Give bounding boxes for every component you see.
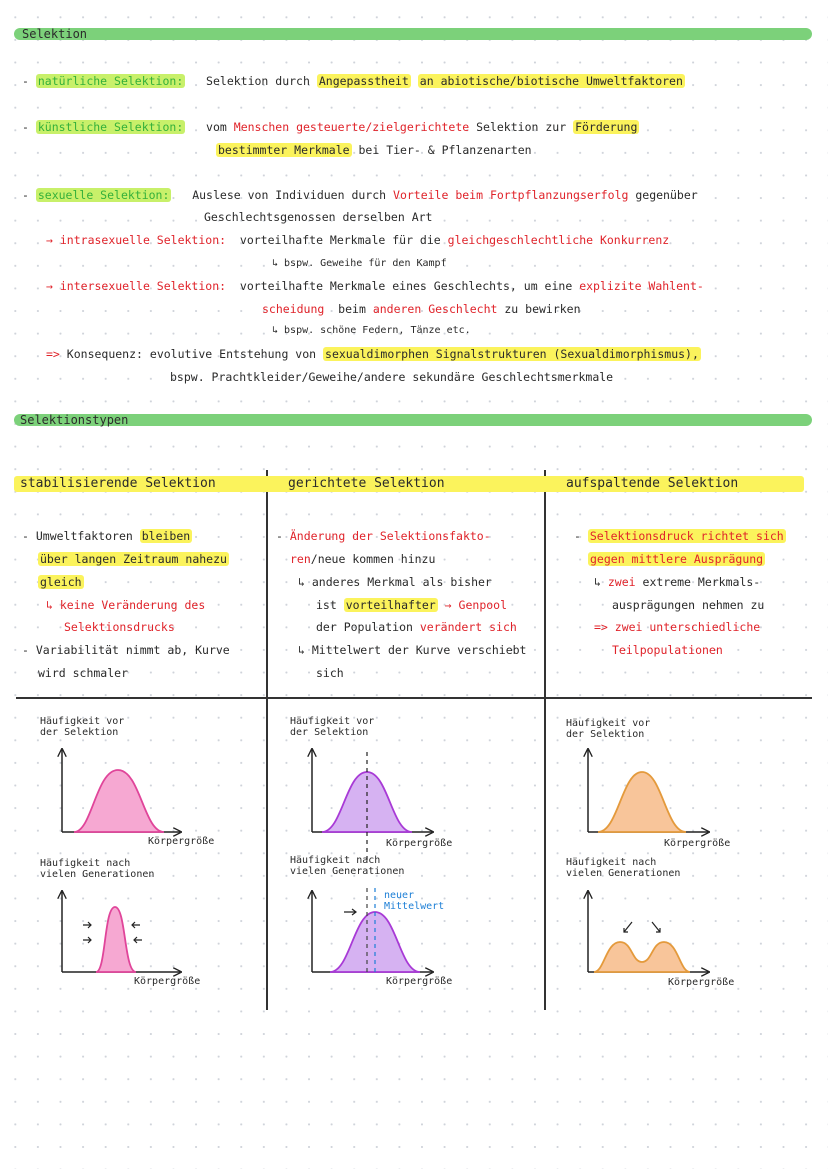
col2-line1: - Änderung der Selektionsfakto- <box>276 529 491 543</box>
g3-ylabel-before-1: Häufigkeit vor <box>566 718 651 729</box>
inter-text3: zu bewirken <box>504 302 581 316</box>
graph-stabilisierend-before <box>62 750 180 832</box>
natuerliche-selektion-term: natürliche Selektion: <box>37 74 184 88</box>
curve-stabilisierend-before <box>74 770 164 832</box>
curve-aufspaltend-after <box>594 942 690 972</box>
curve-gerichtet-after <box>330 912 420 972</box>
intrasexuelle-row <box>46 233 669 247</box>
kuenstliche-selektion-term: künstliche Selektion: <box>37 120 184 134</box>
inter-red3: anderen Geschlecht <box>372 302 498 316</box>
col-title-gerichtet: gerichtete Selektion <box>288 476 445 491</box>
g3-ylabel-before-2: der Selektion <box>566 729 645 740</box>
inter-red2: scheidung <box>262 302 325 316</box>
col3-line6: Teilpopulationen <box>612 643 723 657</box>
kuenstliche-line2b: bei Tier- & Pflanzenarten <box>358 143 532 157</box>
natuerliche-text2: an abiotische/biotische Umweltfaktoren <box>419 74 683 88</box>
g3-ylabel-after-1: Häufigkeit nach <box>566 857 657 868</box>
col3-line2: gegen mittlere Ausprägung <box>590 552 764 566</box>
kons-text: evolutive Entstehung von <box>149 347 317 361</box>
sexuelle-text2: gegenüber <box>635 188 698 202</box>
kons-line2: bspw. Prachtkleider/Geweihe/andere sekundäre Geschlechtsmerkmale <box>170 370 614 384</box>
col2-line3: ↳ anderes Merkmal als bisher <box>298 575 492 589</box>
sexuelle-selektion-term: sexuelle Selektion: <box>37 188 170 202</box>
kuenstliche-text1: vom <box>206 120 227 134</box>
col1-line2: über langen Zeitraum nahezu <box>40 552 227 566</box>
kuenstliche-hl: Förderung <box>575 120 638 134</box>
g1-ylabel-before-2: der Selektion <box>40 727 119 738</box>
intra-red: gleichgeschlechtliche Konkurrenz <box>447 233 670 247</box>
g2-neuer-mittelwert-2: Mittelwert <box>384 901 445 912</box>
kuenstliche-selektion-row: - künstliche Selektion: vom Menschen gesteuerte/zielgerichtete Selektion zur Förderung <box>22 120 638 134</box>
intra-term: intrasexuelle Selektion: <box>59 233 227 247</box>
g3-ylabel-after-2: vielen Generationen <box>566 868 681 879</box>
col-divider-1 <box>266 470 268 1010</box>
graph-aufspaltend-after <box>588 892 708 972</box>
inter-line2 <box>262 302 581 316</box>
col3-line1: - Selektionsdruck richtet sich <box>574 529 784 543</box>
sexuelle-text1: Auslese von Individuen durch <box>192 188 387 202</box>
g1-xlabel-before: Körpergröße <box>148 836 215 847</box>
intra-example: ↳ bspw. Geweihe für den Kampf <box>272 258 447 269</box>
g2-ylabel-after-1: Häufigkeit nach <box>290 855 381 866</box>
sexuelle-selektion-row: - sexuelle Selektion: Auslese von Individuen durch Vorteile beim Fortpflanzungserfolg gegenüber <box>22 188 698 202</box>
inter-example: ↳ bspw. schöne Federn, Tänze etc. <box>272 325 471 336</box>
col-divider-2 <box>544 470 546 1010</box>
g1-ylabel-after-1: Häufigkeit nach <box>40 858 131 869</box>
kuenstliche-text2: Selektion zur <box>476 120 567 134</box>
shift-arrow <box>344 909 356 915</box>
section-title-selektionstypen: Selektionstypen <box>20 413 129 427</box>
split-arrow-right <box>652 922 660 932</box>
sexuelle-line2: Geschlechtsgenossen derselben Art <box>204 210 433 224</box>
col1-line4: ↳ keine Veränderung des <box>46 598 206 612</box>
col1-line6: - Variabilität nimmt ab, Kurve <box>22 643 230 657</box>
col3-line4: ausprägungen nehmen zu <box>612 598 765 612</box>
g2-xlabel-before: Körpergröße <box>386 838 453 849</box>
arrow-left-1 <box>83 922 91 928</box>
curve-stabilisierend-after <box>96 907 136 972</box>
sexuelle-red1: Vorteile beim Fortpflanzungserfolg <box>393 188 629 202</box>
col-title-aufspaltend: aufspaltende Selektion <box>566 476 739 491</box>
col3-line5: => zwei unterschiedliche <box>594 620 761 634</box>
col-title-stabilisierend: stabilisierende Selektion <box>20 476 216 491</box>
g1-ylabel-before-1: Häufigkeit vor <box>40 716 125 727</box>
section-bar-selektion <box>14 28 812 40</box>
natuerliche-text1: Selektion durch <box>206 74 310 88</box>
col1-line5: Selektionsdrucks <box>64 620 175 634</box>
konsequenz-row <box>46 347 701 361</box>
g2-ylabel-before-1: Häufigkeit vor <box>290 716 375 727</box>
col2-line7: sich <box>316 666 344 680</box>
col1-line1: - Umweltfaktoren bleiben <box>22 529 191 543</box>
section-bar-selektionstypen <box>14 414 812 426</box>
inter-text: vorteilhafte Merkmale eines Geschlechts, um eine <box>239 279 573 293</box>
intra-arrow: → <box>46 233 53 247</box>
intersexuelle-row <box>46 279 704 293</box>
inter-term: intersexuelle Selektion: <box>59 279 227 293</box>
table-divider <box>16 697 812 699</box>
natuerliche-hl: Angepasstheit <box>318 74 409 88</box>
col1-line3: gleich <box>40 575 82 589</box>
col3-line3: ↳ zwei extreme Merkmals- <box>594 575 761 589</box>
arrow-right-2 <box>134 937 142 943</box>
col2-line5: der Population verändert sich <box>316 620 517 634</box>
section-title-selektion: Selektion <box>22 27 88 41</box>
col1-line7: wird schmaler <box>38 666 129 680</box>
kons-term: Konsequenz: <box>66 347 143 361</box>
graph-aufspaltend-before <box>588 750 708 832</box>
curve-gerichtet-before <box>322 772 412 832</box>
split-arrow-left <box>624 922 632 932</box>
g2-ylabel-after-2: vielen Generationen <box>290 866 405 877</box>
kons-hl: sexualdimorphen Signalstrukturen (Sexualdimorphismus), <box>325 347 699 361</box>
inter-text2: beim <box>338 302 366 316</box>
col2-line6: ↳ Mittelwert der Kurve verschiebt <box>298 643 527 657</box>
arrow-left-2 <box>83 937 91 943</box>
g2-xlabel-after: Körpergröße <box>386 976 453 987</box>
natuerliche-selektion-row: - natürliche Selektion: Selektion durch Angepasstheit an abiotische/biotische Umweltfaktoren <box>22 74 683 88</box>
col2-line4: ist vorteilhafter → Genpool <box>316 598 508 612</box>
inter-arrow: → <box>46 279 53 293</box>
g2-neuer-mittelwert-1: neuer <box>384 890 415 901</box>
col2-line2: ren/neue kommen hinzu <box>290 552 436 566</box>
inter-red1: explizite Wahlent- <box>579 279 704 293</box>
kuenstliche-red1: Menschen gesteuerte/zielgerichtete <box>233 120 470 134</box>
graph-stabilisierend-after <box>62 892 180 972</box>
curve-aufspaltend-before <box>598 772 686 832</box>
g1-ylabel-after-2: vielen Generationen <box>40 869 155 880</box>
arrow-right-1 <box>132 922 140 928</box>
intra-text: vorteilhafte Merkmale für die <box>239 233 441 247</box>
g1-xlabel-after: Körpergröße <box>134 976 201 987</box>
g3-xlabel-before: Körpergröße <box>664 838 731 849</box>
kuenstliche-line2-hl: bestimmter Merkmale <box>218 143 350 157</box>
g2-ylabel-before-2: der Selektion <box>290 727 369 738</box>
kuenstliche-line2 <box>216 143 532 157</box>
g3-xlabel-after: Körpergröße <box>668 977 735 988</box>
kons-arrow: => <box>46 347 60 361</box>
